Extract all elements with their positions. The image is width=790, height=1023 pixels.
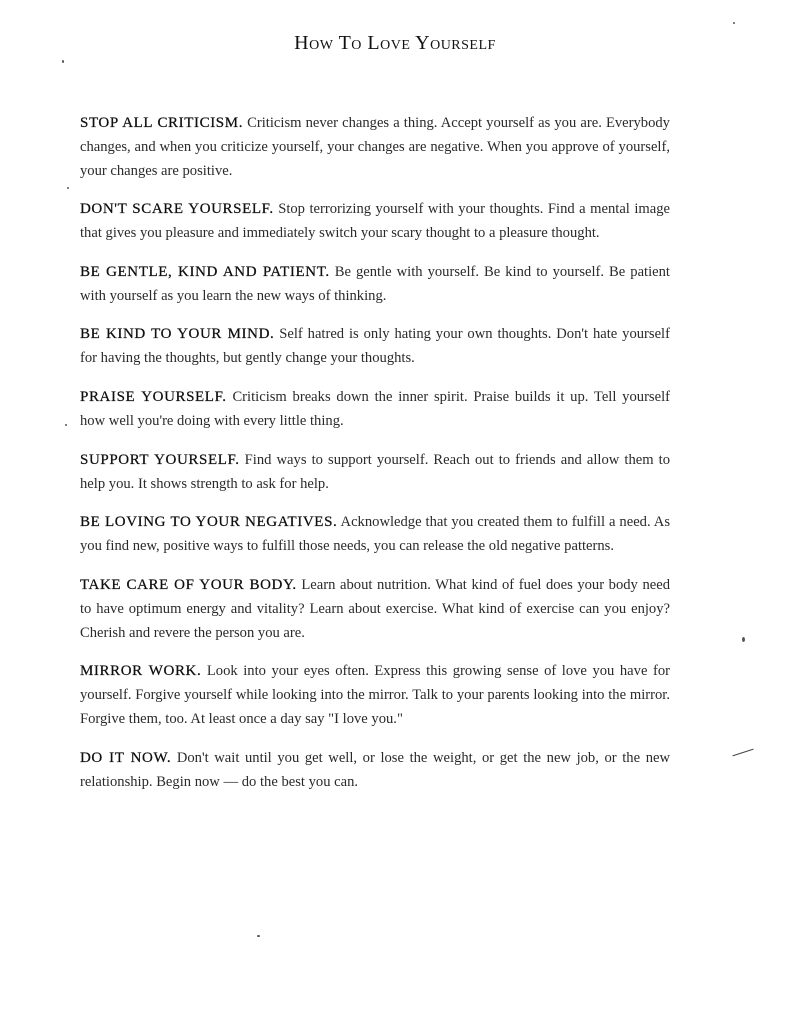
section-body: Criticism breaks down the inner spirit. Praise builds it up. Tell yourself how well you're doing with every little thing. — [80, 388, 670, 429]
section-dont-scare-yourself — [80, 197, 670, 245]
scan-speck — [65, 424, 67, 426]
section-heading: DO IT NOW. — [80, 749, 172, 766]
section-body: Learn about nutrition. What kind of fuel does your body need to have optimum energy and vitality? Learn about exercise. What kind of exercise can you enjoy? Cherish and revere the person you are. — [80, 576, 670, 641]
section-heading: BE LOVING TO YOUR NEGATIVES. — [80, 514, 338, 531]
section-body: Be gentle with yourself. Be kind to yourself. Be patient with yourself as you learn the new ways of thinking. — [80, 263, 670, 304]
section-list — [80, 96, 670, 807]
scan-speck — [257, 935, 260, 937]
section-body: Look into your eyes often. Express this growing sense of love you have for yourself. Forgive yourself while looking into the mirror. Talk to your parents looking into the mirror. Forgive them, too. At least once a day say "I love you." — [80, 663, 670, 728]
section-body: Don't wait until you get well, or lose the weight, or get the new job, or the new relationship. Begin now — do the best you can. — [80, 749, 671, 790]
section-support-yourself — [80, 448, 670, 496]
section-heading: SUPPORT YOURSELF. — [80, 451, 240, 468]
scan-speck — [67, 187, 69, 189]
scan-speck — [733, 22, 735, 24]
section-heading: MIRROR WORK. — [80, 663, 202, 680]
section-heading: STOP ALL CRITICISM. — [80, 114, 244, 131]
section-heading: DON'T SCARE YOURSELF. — [80, 201, 274, 218]
section-mirror-work — [80, 659, 670, 731]
section-body: Find ways to support yourself. Reach out to friends and allow them to help you. It shows strength to ask for help. — [80, 451, 670, 492]
page-title: How To Love Yourself — [294, 32, 496, 54]
section-take-care-of-your-body — [80, 573, 670, 645]
section-do-it-now — [80, 746, 670, 794]
section-body: Criticism never changes a thing. Accept yourself as you are. Everybody changes, and when you criticize yourself, your changes are negative. When you approve of yourself, your changes are positive. — [80, 114, 670, 179]
scan-stroke — [732, 749, 753, 757]
section-body: Stop terrorizing yourself with your thoughts. Find a mental image that gives you pleasure and immediately switch your scary thought to a pleasure thought. — [80, 201, 670, 242]
section-heading: BE KIND TO YOUR MIND. — [80, 326, 275, 343]
section-heading: PRAISE YOURSELF. — [80, 388, 227, 405]
section-be-kind-to-your-mind — [80, 322, 670, 370]
scan-speck — [62, 60, 64, 63]
section-be-loving-to-your-negatives — [80, 510, 670, 558]
section-be-gentle-kind-patient — [80, 260, 670, 308]
section-heading: TAKE CARE OF YOUR BODY. — [80, 576, 297, 593]
section-body: Acknowledge that you created them to fulfill a need. As you find new, positive ways to fulfill those needs, you can release the old negative patterns. — [80, 514, 670, 555]
section-body: Self hatred is only hating your own thoughts. Don't hate yourself for having the thoughts, but gently change your thoughts. — [80, 326, 670, 367]
section-heading: BE GENTLE, KIND AND PATIENT. — [80, 263, 330, 280]
section-praise-yourself — [80, 385, 670, 433]
section-stop-all-criticism — [80, 111, 670, 183]
scan-speck — [742, 637, 745, 642]
